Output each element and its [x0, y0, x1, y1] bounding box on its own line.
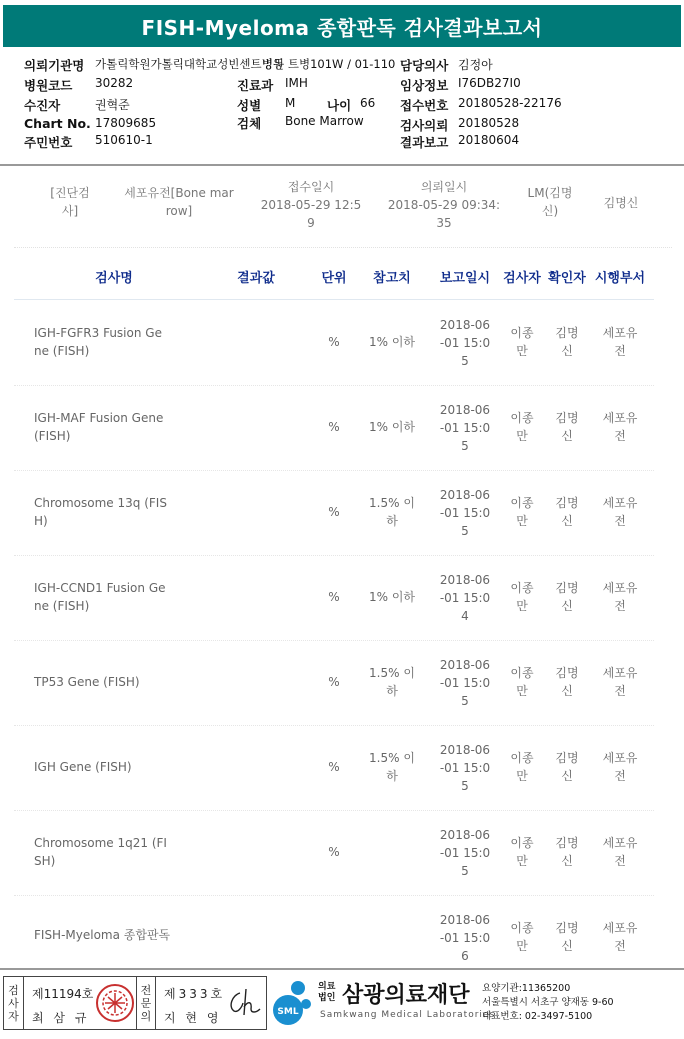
patient-value: 권혁준 — [95, 98, 130, 112]
doctor-label: 담당의사 — [400, 58, 449, 73]
confirmer: 김명 신 — [555, 751, 579, 783]
unit: % — [328, 505, 340, 519]
unit: % — [328, 335, 340, 349]
age-value: 66 — [360, 96, 376, 110]
chart-value: 17809685 — [95, 116, 157, 130]
specialist-label — [136, 977, 156, 1029]
col-result: 결과값 — [237, 271, 275, 286]
reference: 1.5% 이 하 — [369, 666, 415, 698]
tester: 이종 만 — [510, 496, 534, 528]
confirmer: 김명 신 — [555, 581, 579, 613]
report-title: FISH-Myeloma 종합판독 검사결과보고서 — [3, 5, 681, 47]
test-name: IGH-FGFR3 Fusion Ge ne (FISH) — [34, 326, 162, 358]
table-row — [14, 727, 654, 811]
signature-icon — [226, 987, 262, 1019]
unit: % — [328, 845, 340, 859]
sml-logo-icon — [272, 978, 314, 1028]
test-name: FISH-Myeloma 종합판독 — [34, 928, 171, 942]
institution-value: 가톨릭학원가톨릭대학교성빈센트병원 — [95, 57, 284, 71]
inspector-label — [4, 977, 24, 1029]
confirmer: 김명 신 — [555, 411, 579, 443]
tester: 이종 만 — [510, 836, 534, 868]
dept: 세포유 전 — [602, 581, 638, 613]
patient-info — [0, 50, 684, 166]
report-date: 2018-06 -01 15:0 4 — [439, 573, 491, 623]
table-row — [14, 642, 654, 726]
tester: 이종 만 — [510, 751, 534, 783]
unit: % — [328, 590, 340, 604]
sex-label: 성별 — [237, 98, 262, 113]
unit: % — [328, 760, 340, 774]
order-meta-row — [14, 176, 672, 248]
specialist-label-text: 전 문 의 — [140, 983, 152, 1023]
hospital-code-value: 30282 — [95, 76, 134, 90]
clinical-label: 임상정보 — [400, 78, 449, 93]
received-label: 접수일시 — [287, 180, 335, 194]
results-table-header — [14, 252, 654, 300]
report-date: 2018-06 -01 15:0 5 — [439, 318, 491, 368]
specialist-license: 제333호 — [164, 987, 226, 1001]
test-name: IGH-MAF Fusion Gene (FISH) — [34, 411, 164, 443]
confirmer: 김명 신 — [555, 326, 579, 358]
reference: 1.5% 이 하 — [369, 496, 415, 528]
org-english-name: Samkwang Medical Laboratories — [320, 1010, 496, 1020]
inspector-license: 제11194호 — [32, 987, 94, 1001]
test-name: Chromosome 13q (FIS H) — [34, 496, 167, 528]
tester: 이종 만 — [510, 921, 534, 953]
dept: 세포유 전 — [602, 751, 638, 783]
doctor-value: 김정아 — [458, 58, 493, 72]
report-date: 2018-06 -01 15:0 5 — [439, 658, 491, 708]
report-date: 2018-06 -01 15:0 5 — [439, 403, 491, 453]
confirmer: 김명 신 — [555, 836, 579, 868]
test-name: TP53 Gene (FISH) — [34, 675, 140, 689]
col-report-date: 보고일시 — [439, 271, 491, 286]
reference: 1.5% 이 하 — [369, 751, 415, 783]
col-unit: 단위 — [321, 271, 347, 286]
inspector-name: 최 삼 규 — [32, 1011, 90, 1025]
unit: % — [328, 675, 340, 689]
rrn-label: 주민번호 — [24, 135, 73, 150]
report-value: 20180604 — [458, 133, 520, 147]
col-tester: 검사자 — [503, 271, 541, 286]
requested-value: 2018-05-29 09:34: 35 — [387, 198, 501, 230]
report-date: 2018-06 -01 15:0 5 — [439, 828, 491, 878]
diag-category: [진단검 사] — [50, 186, 90, 218]
confirmer: 김명 신 — [555, 496, 579, 528]
rrn-value: 510610-1 — [95, 133, 153, 147]
requested-label: 의뢰일시 — [420, 180, 468, 194]
age-label: 나이 — [327, 98, 352, 113]
dept: 세포유 전 — [602, 496, 638, 528]
table-row — [14, 387, 654, 471]
test-name: IGH Gene (FISH) — [34, 760, 132, 774]
patient-label: 수진자 — [24, 98, 61, 113]
seal-icon — [94, 982, 136, 1024]
chart-label: Chart No. — [24, 116, 91, 131]
report-date: 2018-06 -01 15:0 6 — [439, 913, 491, 963]
table-row — [14, 557, 654, 641]
org-address: 요양기관:11365200 서울특별시 서초구 양재동 9-60 대표번호: 02-3497-5100 — [482, 983, 614, 1022]
lm-value: LM(김명 신) — [527, 186, 573, 218]
organization-block — [270, 974, 680, 1034]
reference: 1% 이하 — [368, 335, 416, 349]
table-row — [14, 302, 654, 386]
tester: 이종 만 — [510, 411, 534, 443]
hospital-code-label: 병원코드 — [24, 78, 73, 93]
dept-label: 진료과 — [237, 78, 274, 93]
clinical-value: I76DB27I0 — [458, 76, 521, 90]
tester: 이종 만 — [510, 666, 534, 698]
report-date: 2018-06 -01 15:0 5 — [439, 743, 491, 793]
tester: 이종 만 — [510, 326, 534, 358]
report-date: 2018-06 -01 15:0 5 — [439, 488, 491, 538]
org-prefix: 의료 법인 — [318, 982, 336, 1003]
unit: % — [328, 420, 340, 434]
request-value: 20180528 — [458, 116, 520, 130]
receipt-no-value: 20180528-22176 — [458, 96, 562, 110]
signature-box — [3, 976, 267, 1030]
report-label: 결과보고 — [400, 135, 449, 150]
dept: 세포유 전 — [602, 326, 638, 358]
col-test-name: 검사명 — [95, 271, 133, 286]
col-reference: 참고치 — [373, 271, 411, 286]
dept: 세포유 전 — [602, 666, 638, 698]
dept: 세포유 전 — [602, 921, 638, 953]
receipt-no-label: 접수번호 — [400, 98, 449, 113]
confirmer: 김명 신 — [555, 921, 579, 953]
specialist-name: 지 현 영 — [164, 1011, 222, 1025]
sml-logo-text: SML — [277, 1007, 299, 1017]
table-row — [14, 812, 654, 896]
person-value: 김명신 — [603, 196, 639, 210]
test-name: Chromosome 1q21 (FI SH) — [34, 836, 167, 868]
dept: 세포유 전 — [602, 836, 638, 868]
reference: 1% 이하 — [368, 590, 416, 604]
ward-value: 병동 트병101W / 01-110 — [262, 57, 396, 71]
received-value: 2018-05-29 12:5 9 — [260, 198, 362, 230]
dept-value: IMH — [285, 76, 308, 90]
table-row — [14, 472, 654, 556]
specimen-label: 검체 — [237, 116, 262, 131]
cyto-category: 세포유전[Bone mar row] — [124, 186, 234, 218]
report-footer — [0, 968, 684, 1039]
col-dept: 시행부서 — [594, 271, 646, 286]
sex-value: M — [285, 96, 296, 110]
test-name: IGH-CCND1 Fusion Ge ne (FISH) — [34, 581, 166, 613]
inspector-label-text: 검 사 자 — [8, 983, 19, 1023]
specimen-value: Bone Marrow — [285, 114, 364, 128]
confirmer: 김명 신 — [555, 666, 579, 698]
reference: 1% 이하 — [368, 420, 416, 434]
col-confirmer: 확인자 — [548, 271, 586, 286]
institution-label: 의뢰기관명 — [24, 58, 85, 73]
request-label: 검사의뢰 — [400, 118, 449, 133]
dept: 세포유 전 — [602, 411, 638, 443]
org-name: 삼광의료재단 — [342, 983, 470, 1008]
tester: 이종 만 — [510, 581, 534, 613]
